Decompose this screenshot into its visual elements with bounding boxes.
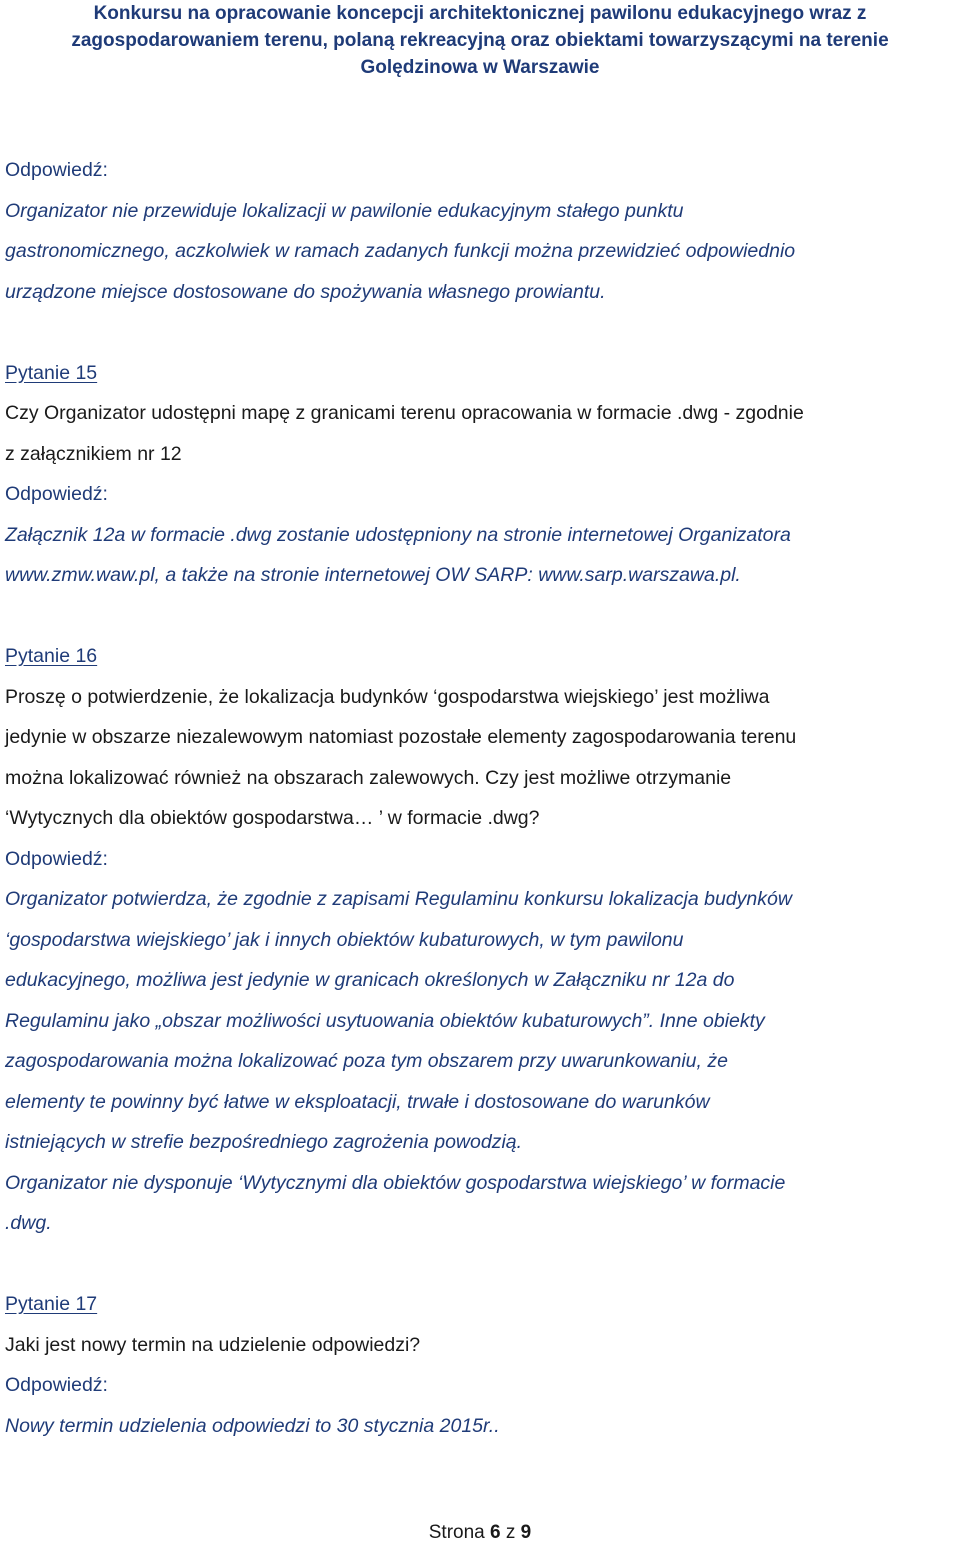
header-line-3: Golędzinowa w Warszawie	[360, 57, 600, 78]
answer-label: Odpowiedź:	[5, 1374, 108, 1396]
answer-line: urządzone miejsce dostosowane do spożywania własnego prowiantu.	[5, 280, 606, 303]
answer-label: Odpowiedź:	[5, 847, 108, 870]
total-page-count: 9	[520, 1522, 532, 1543]
answer-line: Organizator potwierdza, że zgodnie z zapisami Regulaminu konkursu lokalizacja budynków	[5, 888, 792, 910]
answer-line: Nowy termin udzielenia odpowiedzi to 30 stycznia 2015r..	[5, 1414, 500, 1437]
question-line: Czy Organizator udostępni mapę z granicami terenu opracowania w formacie .dwg - zgodnie	[5, 402, 804, 424]
answer-line: elementy te powinny być łatwe w eksploatacji, trwałe i dostosowane do warunków	[5, 1090, 710, 1113]
question-line: ‘Wytycznych dla obiektów gospodarstwa… ’ w formacie .dwg?	[5, 807, 540, 829]
page-number-separator: z	[505, 1522, 516, 1543]
answer-line: www.zmw.waw.pl, a także na stronie internetowej OW SARP: www.sarp.warszawa.pl.	[5, 564, 741, 586]
answer-line: edukacyjnego, możliwa jest jedynie w granicach określonych w Załączniku nr 12a do	[5, 969, 735, 991]
answer-line: gastronomicznego, aczkolwiek w ramach zadanych funkcji można przewidzieć odpowiednio	[5, 240, 796, 262]
answer-line: Załącznik 12a w formacie .dwg zostanie udostępniony na stronie internetowej Organizatora	[5, 523, 791, 546]
question-line: Jaki jest nowy termin na udzielenie odpowiedzi?	[5, 1333, 421, 1356]
header-line-1: Konkursu na opracowanie koncepcji architektonicznej pawilonu edukacyjnego wraz z	[93, 3, 867, 24]
question-15-title: Pytanie 15	[5, 361, 98, 384]
document-body	[5, 150, 955, 1446]
question-line: jedynie w obszarze niezalewowym natomiast pozostałe elementy zagospodarowania terenu	[5, 726, 797, 748]
answer-label: Odpowiedź:	[5, 159, 108, 181]
question-line: można lokalizować również na obszarach zalewowych. Czy jest możliwe otrzymanie	[5, 766, 732, 789]
answer-line: zagospodarowania można lokalizować poza tym obszarem przy uwarunkowaniu, że	[5, 1050, 728, 1072]
answer-line: Organizator nie przewiduje lokalizacji w pawilonie edukacyjnym stałego punktu	[5, 199, 684, 222]
current-page-number: 6	[490, 1522, 501, 1543]
answer-line: ‘gospodarstwa wiejskiego’ jak i innych obiektów kubaturowych, w tym pawilonu	[5, 928, 684, 951]
page-number-prefix: Strona	[428, 1522, 485, 1543]
question-line: Proszę o potwierdzenie, że lokalizacja budynków ‘gospodarstwa wiejskiego’ jest możliwa	[5, 685, 770, 708]
question-17-title: Pytanie 17	[5, 1293, 98, 1315]
answer-line: .dwg.	[5, 1212, 52, 1234]
document-header	[0, 0, 960, 81]
header-line-2: zagospodarowaniem terenu, polaną rekreacyjną oraz obiektami towarzyszącymi na terenie	[71, 30, 889, 51]
question-16-title: Pytanie 16	[5, 645, 98, 667]
answer-label: Odpowiedź:	[5, 483, 108, 505]
page-footer	[0, 1522, 960, 1544]
answer-line: Regulaminu jako „obszar możliwości usytuowania obiektów kubaturowych”. Inne obiekty	[5, 1009, 765, 1032]
answer-line: Organizator nie dysponuje ‘Wytycznymi dla obiektów gospodarstwa wiejskiego’ w formacie	[5, 1171, 786, 1194]
question-line: z załącznikiem nr 12	[5, 442, 182, 465]
answer-line: istniejących w strefie bezpośredniego zagrożenia powodzią.	[5, 1131, 523, 1153]
